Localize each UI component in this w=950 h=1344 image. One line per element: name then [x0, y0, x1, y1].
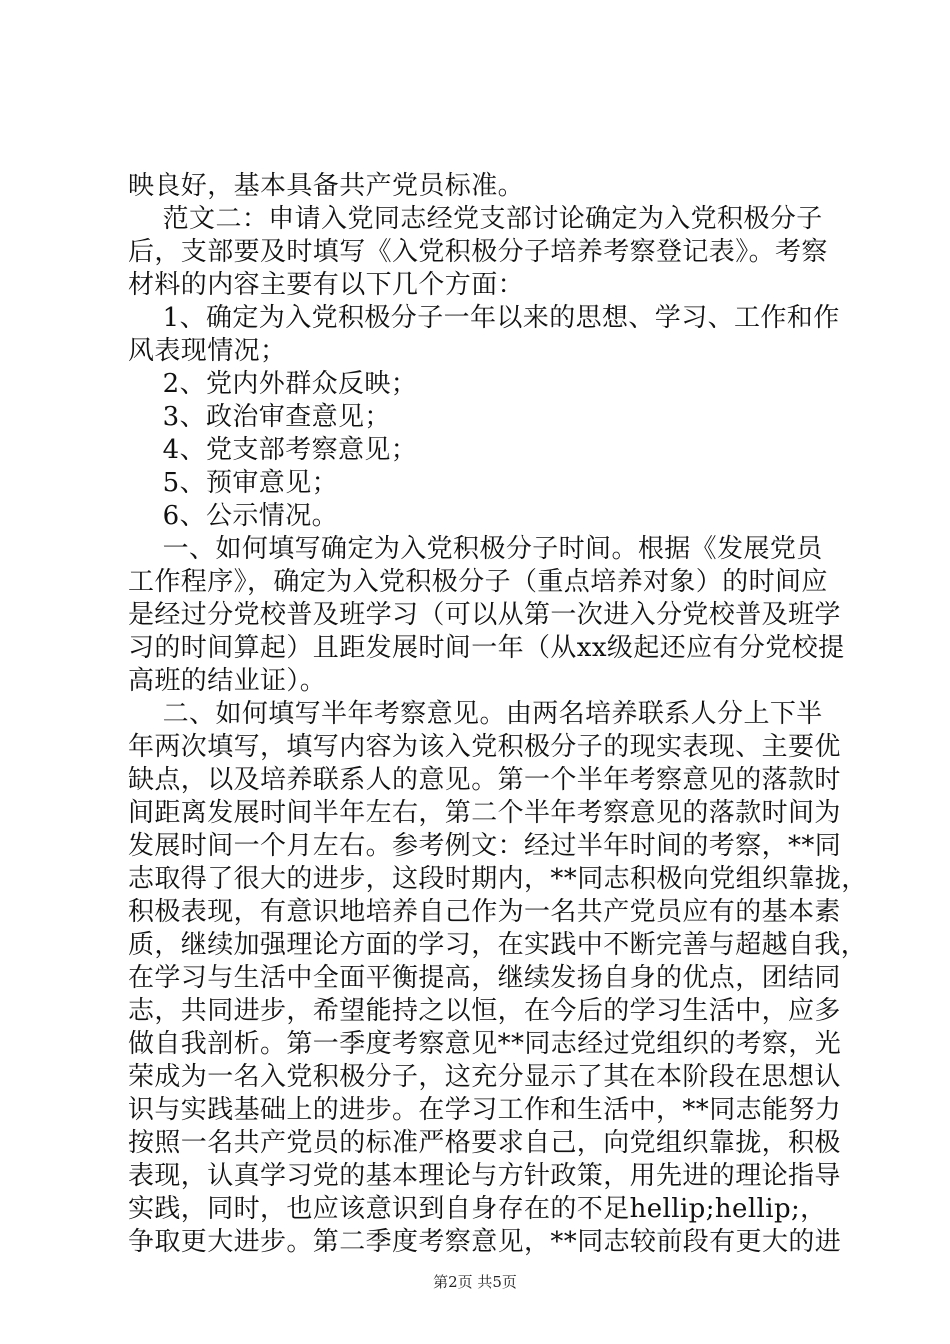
- text-line: 间距离发展时间半年左右，第二个半年考察意见的落款时间为: [128, 798, 841, 828]
- text-line: 1、确定为入党积极分子一年以来的思想、学习、工作和作: [128, 303, 840, 333]
- text-line: 一、如何填写确定为入党积极分子时间。根据《发展党员: [128, 534, 823, 564]
- text-line: 识与实践基础上的进步。在学习工作和生活中，**同志能努力: [128, 1095, 842, 1125]
- text-line: 发展时间一个月左右。参考例文：经过半年时间的考察，**同: [128, 831, 842, 861]
- text-line: 积极表现，有意识地培养自己作为一名共产党员应有的基本素: [128, 897, 841, 927]
- text-line: 按照一名共产党员的标准严格要求自己，向党组织靠拢，积极: [128, 1128, 841, 1158]
- text-line: 6、公示情况。: [128, 501, 339, 531]
- text-line: 是经过分党校普及班学习（可以从第一次进入分党校普及班学: [128, 600, 841, 630]
- page-number-footer: 第2页 共5页: [433, 1273, 517, 1291]
- text-line: 4、党支部考察意见；: [128, 435, 418, 465]
- text-line: 在学习与生活中全面平衡提高，继续发扬自身的优点，团结同: [128, 963, 841, 993]
- text-line: 材料的内容主要有以下几个方面：: [128, 270, 525, 300]
- text-line: 争取更大进步。第二季度考察意见，**同志较前段有更大的进: [128, 1227, 842, 1257]
- text-line: 质，继续加强理论方面的学习，在实践中不断完善与超越自我，: [128, 930, 868, 960]
- text-line: 做自我剖析。第一季度考察意见**同志经过党组织的考察，光: [128, 1029, 842, 1059]
- text-line: 2、党内外群众反映；: [128, 369, 418, 399]
- text-line: 工作程序》，确定为入党积极分子（重点培养对象）的时间应: [128, 567, 828, 597]
- text-line: 风表现情况；: [128, 336, 287, 366]
- text-line: 表现，认真学习党的基本理论与方针政策，用先进的理论指导: [128, 1161, 841, 1191]
- text-line: 志，共同进步，希望能持之以恒，在今后的学习生活中，应多: [128, 996, 841, 1026]
- text-line: 习的时间算起）且距发展时间一年（从xx级起还应有分党校提: [128, 633, 845, 663]
- text-line: 高班的结业证）。: [128, 666, 327, 696]
- text-line: 荣成为一名入党积极分子，这充分显示了其在本阶段在思想认: [128, 1062, 841, 1092]
- text-line: 实践，同时，也应该意识到自身存在的不足hellip;hellip;，: [128, 1194, 827, 1224]
- text-line: 3、政治审查意见；: [128, 402, 391, 432]
- text-line: 二、如何填写半年考察意见。由两名培养联系人分上下半: [128, 699, 823, 729]
- text-line: 映良好，基本具备共产党员标准。: [128, 171, 525, 201]
- text-line: 缺点，以及培养联系人的意见。第一个半年考察意见的落款时: [128, 765, 841, 795]
- text-line: 5、预审意见；: [128, 468, 339, 498]
- text-line: 范文二：申请入党同志经党支部讨论确定为入党积极分子: [128, 204, 823, 234]
- text-line: 志取得了很大的进步，这段时期内，**同志积极向党组织靠拢，: [128, 864, 868, 894]
- text-line: 后，支部要及时填写《入党积极分子培养考察登记表》。考察: [128, 237, 828, 267]
- text-line: 年两次填写，填写内容为该入党积极分子的现实表现、主要优: [128, 732, 841, 762]
